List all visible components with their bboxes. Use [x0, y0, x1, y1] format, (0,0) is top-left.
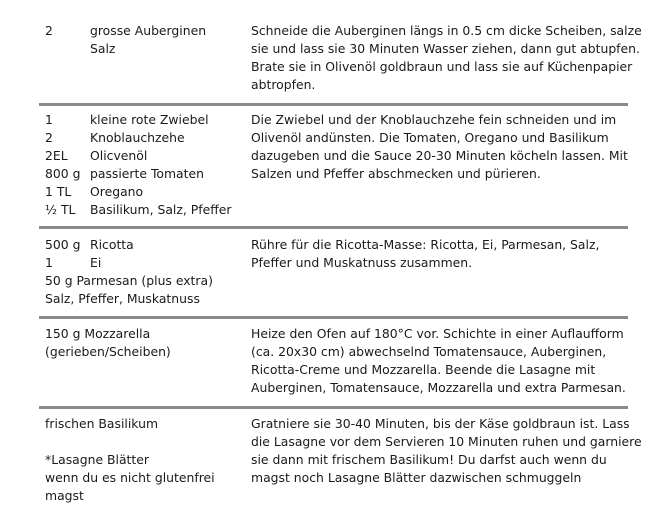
- ingredient-row: [45, 183, 245, 201]
- section-divider: [39, 316, 628, 319]
- ingredient-name: Basilikum, Salz, Pfeffer: [90, 202, 232, 217]
- instruction-line: magst noch Lasagne Blätter dazwischen schmuggeln: [251, 470, 582, 485]
- ingredient-name: passierte Tomaten: [90, 166, 204, 181]
- instruction-line: Ricotta-Creme und Mozzarella. Beende die Lasagne mit: [251, 362, 596, 377]
- instruction-line: (ca. 20x30 cm) abwechselnd Tomatensauce, Auberginen,: [251, 344, 607, 359]
- instruction-text: [251, 22, 641, 94]
- instruction-text: [251, 111, 641, 183]
- ingredient-row: Salz, Pfeffer, Muskatnuss: [45, 291, 200, 306]
- instruction-line: abtropfen.: [251, 77, 316, 92]
- instruction-line: Brate sie in Olivenöl goldbraun und lass sie auf Küchenpapier: [251, 59, 633, 74]
- ingredient-name: Ricotta: [90, 237, 134, 252]
- ingredient-list: [45, 22, 245, 58]
- ingredient-amount: 1: [45, 255, 53, 270]
- instruction-line: Die Zwiebel und der Knoblauchzehe fein schneiden und im: [251, 112, 617, 127]
- instruction-line: die Lasagne vor dem Servieren 10 Minuten ruhen und garniere: [251, 434, 642, 449]
- ingredient-list: [45, 325, 245, 361]
- ingredient-row: [45, 236, 245, 254]
- instruction-text: [251, 415, 641, 487]
- ingredient-row: [45, 201, 245, 219]
- ingredient-name: grosse Auberginen: [90, 23, 207, 38]
- ingredient-name: kleine rote Zwiebel: [90, 112, 209, 127]
- ingredient-amount: 1: [45, 112, 53, 127]
- ingredient-amount: 800 g: [45, 166, 81, 181]
- ingredient-list: [45, 415, 245, 505]
- section-divider: [39, 103, 628, 106]
- instruction-line: sie und lass sie 30 Minuten Wasser ziehen, dann gut abtupfen.: [251, 41, 640, 56]
- ingredient-row: (gerieben/Scheiben): [45, 344, 171, 359]
- instruction-line: Salzen und Pfeffer abschmecken und pürieren.: [251, 166, 541, 181]
- instruction-text: [251, 236, 641, 272]
- ingredient-row: [45, 129, 245, 147]
- ingredient-name: Ei: [90, 255, 102, 270]
- ingredient-list: [45, 236, 245, 308]
- ingredient-row: 150 g Mozzarella: [45, 326, 151, 341]
- section-divider: [39, 406, 628, 409]
- ingredient-amount: 2: [45, 130, 53, 145]
- ingredient-row: [45, 40, 245, 58]
- ingredient-row: wenn du es nicht glutenfrei: [45, 470, 215, 485]
- ingredient-amount: ½ TL: [45, 202, 76, 217]
- instruction-line: Gratniere sie 30-40 Minuten, bis der Käse goldbraun ist. Lass: [251, 416, 630, 431]
- ingredient-row: [45, 433, 245, 451]
- instruction-line: Rühre für die Ricotta-Masse: Ricotta, Ei, Parmesan, Salz,: [251, 237, 600, 252]
- instruction-text: [251, 325, 641, 397]
- ingredient-row: [45, 165, 245, 183]
- ingredient-row: [45, 147, 245, 165]
- ingredient-amount: 500 g: [45, 237, 81, 252]
- ingredient-name: Salz: [90, 41, 116, 56]
- ingredient-row: frischen Basilikum: [45, 416, 159, 431]
- ingredient-name: Oregano: [90, 184, 144, 199]
- ingredient-row: 50 g Parmesan (plus extra): [45, 273, 213, 288]
- instruction-line: Schneide die Auberginen längs in 0.5 cm dicke Scheiben, salze: [251, 23, 642, 38]
- ingredient-amount: 2: [45, 23, 53, 38]
- instruction-line: Pfeffer und Muskatnuss zusammen.: [251, 255, 473, 270]
- ingredient-row: [45, 254, 245, 272]
- instruction-line: Olivenöl andünsten. Die Tomaten, Oregano und Basilikum: [251, 130, 609, 145]
- instruction-line: dazugeben und die Sauce 20-30 Minuten köcheln lassen. Mit: [251, 148, 628, 163]
- ingredient-name: Knoblauchzehe: [90, 130, 185, 145]
- ingredient-amount: 1 TL: [45, 184, 72, 199]
- instruction-line: Heize den Ofen auf 180°C vor. Schichte in einer Auflaufform: [251, 326, 624, 341]
- section-divider: [39, 226, 628, 229]
- ingredient-row: [45, 22, 245, 40]
- ingredient-amount: 2EL: [45, 148, 68, 163]
- instruction-line: Auberginen, Tomatensauce, Mozzarella und extra Parmesan.: [251, 380, 626, 395]
- ingredient-row: *Lasagne Blätter: [45, 452, 149, 467]
- ingredient-row: [45, 111, 245, 129]
- ingredient-name: Olicvenöl: [90, 148, 148, 163]
- instruction-line: sie dann mit frischem Basilikum! Du darfst auch wenn du: [251, 452, 607, 467]
- ingredient-list: [45, 111, 245, 219]
- ingredient-row: magst: [45, 488, 84, 503]
